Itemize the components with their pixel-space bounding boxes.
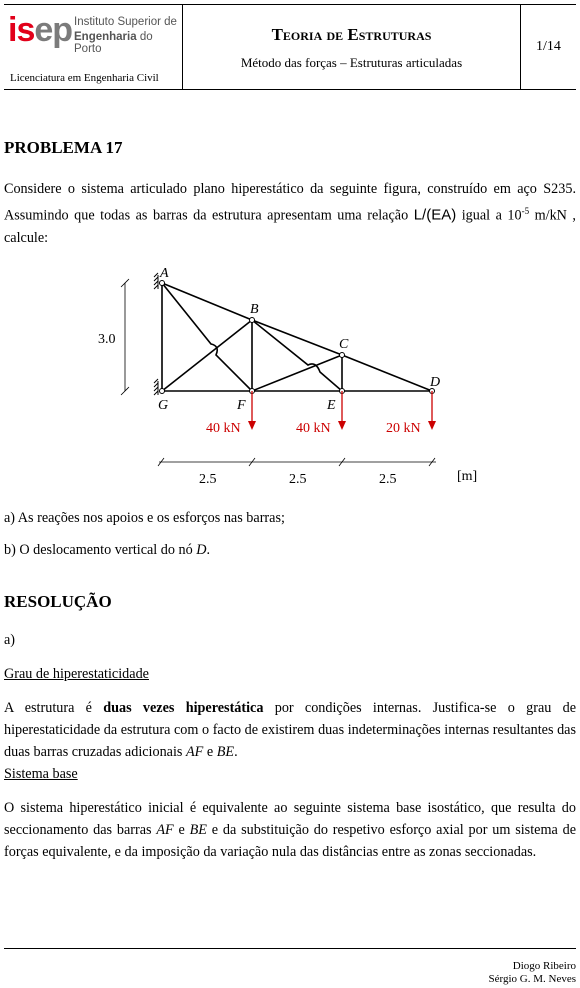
label-e: E [327,398,336,413]
footer-author-2: Sérgio G. M. Neves [488,973,576,985]
header-divider [182,5,183,89]
label-b: B [250,302,259,317]
bar-gb [162,320,252,391]
bar-be [252,320,342,391]
load-arrow-e [338,391,346,430]
resolution-title: RESOLUÇÃO [4,592,112,611]
logo-line-2: Engenharia do Porto [74,31,153,55]
bar-fc [252,355,342,391]
node-b [250,318,255,323]
load-arrow-f [248,391,256,430]
height-label: 3.0 [98,332,116,347]
page-header [4,4,576,90]
span-label-2: 2.5 [289,472,307,487]
bar-ab [162,283,252,320]
load-arrow-d [428,391,436,430]
document-title: Teoria de Estruturas [271,25,432,44]
page-number: 1/14 [536,39,561,54]
question-b: b) O deslocamento vertical do nó D. [4,542,211,558]
footer-rule [4,948,576,949]
section-heading-hyperstaticity: Grau de hiperestaticidade [4,666,149,682]
course-name: Licenciatura em Engenharia Civil [10,72,159,84]
base-system-paragraph: O sistema hiperestático inicial é equivalente ao seguinte sistema base isostático, que resulta do seccionamento das barras AF e BE e da substituição do respetivo esforço axial por um sistema de forças equivalente, e da imposição da variação nula das distâncias entre as zonas seccionadas. [4,800,576,860]
hyperstaticity-paragraph: A estrutura é duas vezes hiperestática por condições internas. Justifica-se o grau de hiperestaticidade da estrutura com o facto de existirem duas indeterminações internas resultantes das duas barras cruzadas adicionais AF e BE. [4,700,577,760]
pin-support-g [154,379,158,395]
footer-author-1: Diogo Ribeiro [512,960,576,972]
problem-statement: Considere o sistema articulado plano hiperestático da seguinte figura, construído em aço S235. Assumindo que todas as barras da estrutura apresentam uma relação L/(EA) igual a $10^{-5}$ m/kN , calcule: [4,181,576,246]
problem-title: PROBLEMA 17 [4,138,123,157]
truss-figure [80,255,500,495]
logo-line-1: Instituto Superior de [74,16,177,28]
span-label-3: 2.5 [379,472,397,487]
load-label-f: 40 kN [206,421,241,436]
section-heading-base-system: Sistema base [4,766,78,782]
question-a: a) As reações nos apoios e os esforços nas barras; [4,510,285,526]
node-g [160,389,165,394]
load-label-d: 20 kN [386,421,421,436]
load-label-e: 40 kN [296,421,331,436]
label-d: D [430,375,441,390]
pin-support-a [154,273,158,289]
label-g: G [158,398,169,413]
part-a-label: a) [4,632,16,648]
span-label-1: 2.5 [199,472,217,487]
institution-logo [4,5,182,89]
node-c [340,353,345,358]
node-a [160,281,165,286]
label-a: A [160,266,169,281]
document-subtitle: Método das forças – Estruturas articuladas [240,55,463,70]
units-label: [m] [457,469,478,484]
label-f: F [237,398,246,413]
bar-af [162,283,252,391]
bar-bc [252,320,342,355]
label-c: C [339,337,349,352]
isep-logo-mark: isep [8,11,73,49]
ratio-expression: L/(EA) [413,206,457,224]
bar-cd [342,355,432,391]
